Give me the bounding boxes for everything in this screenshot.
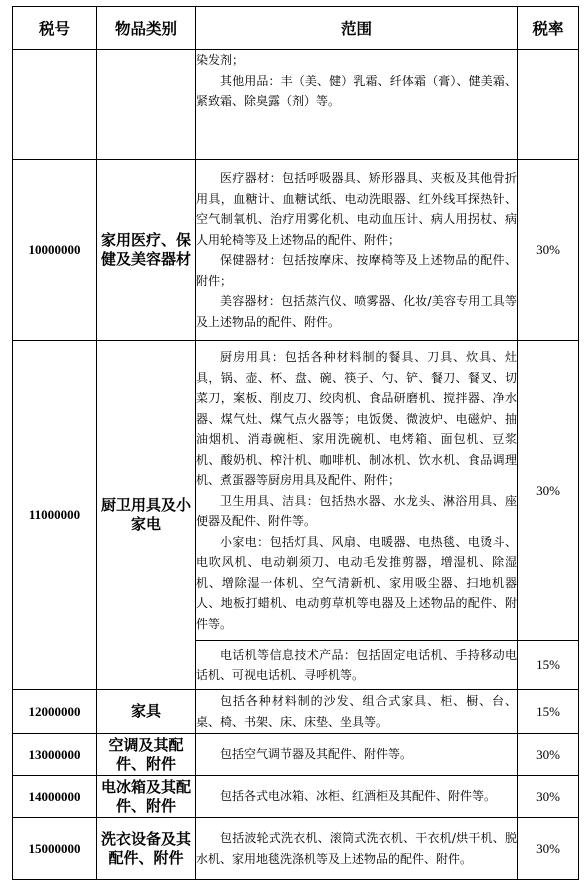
header-range: 范围: [196, 7, 518, 50]
row-category: [97, 50, 196, 160]
row-rate: 15%: [518, 641, 579, 690]
row-code: 15000000: [13, 818, 97, 880]
table-row: [13, 50, 579, 160]
row-range: [196, 50, 518, 160]
range-line: 其他用品：丰（美、健）乳霜、纤体霜（膏）、健美霜、紧致霜、除臭露（剂）等。: [196, 73, 517, 108]
tariff-table: [12, 6, 579, 880]
row-code: [13, 50, 97, 160]
row-category: 家具: [97, 690, 196, 734]
table-row: [13, 160, 579, 341]
row-rate: 15%: [518, 690, 579, 734]
row-rate: 30%: [518, 818, 579, 880]
range-line: 包括各式电冰箱、冰柜、红酒柜及其配件、附件等。: [220, 789, 497, 804]
header-category: 物品类别: [97, 7, 196, 50]
table-row: [13, 818, 579, 880]
range-line: 小家电：包括灯具、风扇、电暖器、电热毯、电烫斗、电吹风机、电动剃须刀、电动毛发推剪器，增湿机、除湿机、增除湿一体机、空气清新机、家用吸尘器、扫地机器人、地板打蜡机、电动剪草机等电器及上述物品的配件、附件等。: [196, 534, 517, 631]
row-range: [196, 734, 518, 776]
table-row: [13, 734, 579, 776]
row-range: [196, 641, 518, 690]
row-code: 11000000: [13, 341, 97, 690]
range-line: 电话机等信息技术产品：包括固定电话机、手持移动电话机、可视电话机、寻呼机等。: [196, 647, 517, 682]
range-line: 卫生用具、洁具：包括热水器、水龙头、淋浴用具、座便器及配件、附件等。: [196, 493, 517, 528]
row-range: [196, 818, 518, 880]
row-category: 厨卫用具及小家电: [97, 341, 196, 690]
range-line: 包括空气调节器及其配件、附件等。: [220, 747, 413, 762]
row-category: 电冰箱及其配件、附件: [97, 776, 196, 818]
table-row: [13, 341, 579, 641]
range-line: 包括各种材料制的沙发、组合式家具、柜、橱、台、桌、椅、书架、床、床垫、坐具等。: [196, 694, 517, 729]
range-line: 医疗器材：包括呼吸器具、矫形器具、夹板及其他骨折用具，血糖计、血糖试纸、电动洗眼器、红外线耳探热针、空气制氧机、治疗用雾化机、电动血压计、病人用拐杖、病人用轮椅等及上述物品的配件、附件；: [196, 171, 517, 247]
header-rate: 税率: [518, 7, 579, 50]
row-range: [196, 341, 518, 641]
range-line: 包括波轮式洗衣机、滚筒式洗衣机、干衣机/烘干机、脱水机、家用地毯洗涤机等及上述物品的配件、附件。: [196, 831, 517, 866]
header-code: 税号: [13, 7, 97, 50]
row-rate: 30%: [518, 160, 579, 341]
row-code: 14000000: [13, 776, 97, 818]
row-category: 空调及其配件、附件: [97, 734, 196, 776]
range-line: 厨房用具：包括各种材料制的餐具、刀具、炊具、灶具，锅、壶、杯、盘、碗、筷子、勺、铲、餐刀、餐叉、切菜刀，案板、削皮刀、绞肉机、食品研磨机、搅拌器、净水器、煤气灶、煤气点火器等；电饭煲、微波炉、电磁炉、抽油烟机、消毒碗柜、家用洗碗机、电烤箱、面包机、豆浆机、酸奶机、榨汁机、咖啡机、制冰机、饮水机、食品调理机、煮蛋器等厨房用具及配件、附件；: [196, 350, 517, 487]
row-range: [196, 160, 518, 341]
row-rate: 30%: [518, 734, 579, 776]
header-row: [13, 7, 579, 50]
range-line: 保健器材：包括按摩床、按摩椅等及上述物品的配件、附件；: [196, 253, 517, 288]
row-code: 12000000: [13, 690, 97, 734]
row-range: [196, 776, 518, 818]
table-row: [13, 776, 579, 818]
row-rate: 30%: [518, 341, 579, 641]
table-row: [13, 690, 579, 734]
row-rate: 30%: [518, 776, 579, 818]
row-code: 10000000: [13, 160, 97, 341]
row-rate: [518, 50, 579, 160]
row-code: 13000000: [13, 734, 97, 776]
row-range: [196, 690, 518, 734]
row-category: 洗衣设备及其配件、附件: [97, 818, 196, 880]
range-line: 染发剂；: [196, 53, 245, 67]
range-line: 美容器材：包括蒸汽仪、喷雾器、化妆/美容专用工具等及上述物品的配件、附件。: [196, 294, 517, 329]
row-category: 家用医疗、保健及美容器材: [97, 160, 196, 341]
